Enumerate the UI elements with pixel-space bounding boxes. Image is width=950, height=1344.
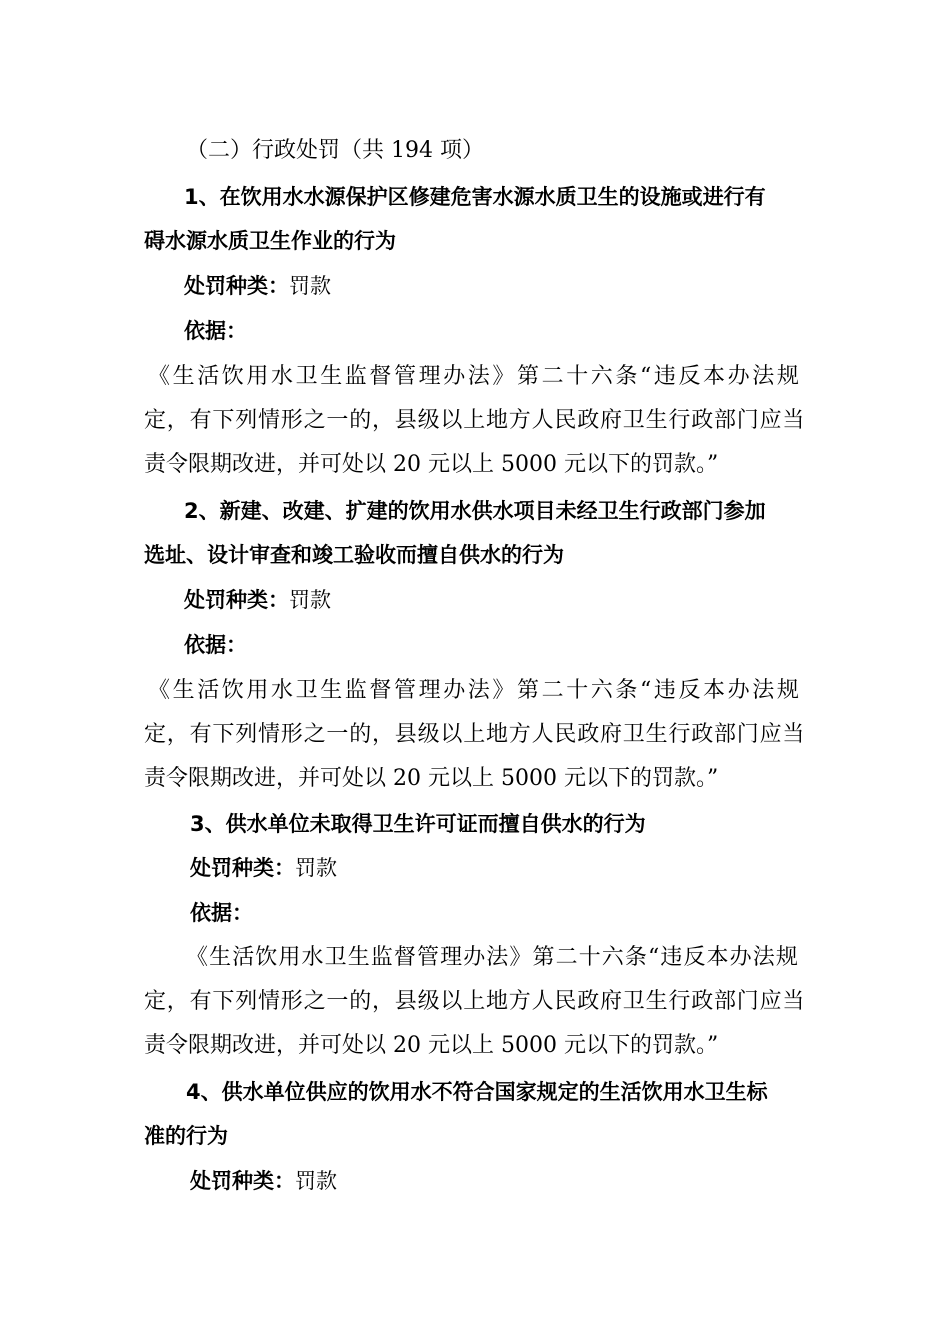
item-2-penalty (184, 585, 331, 616)
item-1-title-line-1: 1、在饮用水水源保护区修建危害水源水质卫生的设施或进行有 (184, 185, 766, 209)
item-3-basis-label: 依据： (190, 901, 253, 925)
item-3-title-line-1: 3、供水单位未取得卫生许可证而擅自供水的行为 (190, 812, 646, 836)
penalty-value: 罚款 (289, 588, 331, 612)
item-3-penalty (190, 853, 337, 884)
item-1-title-line-2: 碍水源水质卫生作业的行为 (144, 229, 396, 253)
penalty-label: 处罚种类： (190, 856, 295, 880)
penalty-value: 罚款 (295, 856, 337, 880)
item-2-basis-line-1: 《生活饮用水卫生监督管理办法》第二十六条“违反本办法规 (148, 678, 802, 703)
item-1-basis-label: 依据： (184, 319, 247, 343)
item-3-basis-line-1: 《生活饮用水卫生监督管理办法》第二十六条“违反本办法规 (186, 945, 799, 970)
item-1-penalty (184, 271, 331, 302)
penalty-label: 处罚种类： (184, 588, 289, 612)
item-1-basis-line-1: 《生活饮用水卫生监督管理办法》第二十六条“违反本办法规 (148, 364, 802, 389)
item-1-basis-line-2: 定，有下列情形之一的，县级以上地方人民政府卫生行政部门应当 (144, 408, 806, 433)
penalty-value: 罚款 (289, 274, 331, 298)
item-2-basis-line-2: 定，有下列情形之一的，县级以上地方人民政府卫生行政部门应当 (144, 722, 806, 747)
item-4-title-line-2: 准的行为 (144, 1124, 228, 1148)
item-3-basis-line-3: 责令限期改进，并可处以 20 元以上 5000 元以下的罚款。” (144, 1033, 719, 1058)
item-2-title-line-1: 2、新建、改建、扩建的饮用水供水项目未经卫生行政部门参加 (184, 499, 766, 523)
item-3-basis-line-2: 定，有下列情形之一的，县级以上地方人民政府卫生行政部门应当 (144, 989, 806, 1014)
item-2-basis-label: 依据： (184, 633, 247, 657)
item-1-basis-line-3: 责令限期改进，并可处以 20 元以上 5000 元以下的罚款。” (144, 452, 719, 477)
item-2-title-line-2: 选址、设计审查和竣工验收而擅自供水的行为 (144, 543, 564, 567)
penalty-value: 罚款 (295, 1169, 337, 1193)
item-4-title-line-1: 4、供水单位供应的饮用水不符合国家规定的生活饮用水卫生标 (186, 1080, 768, 1104)
section-heading: （二）行政处罚（共 194 项） (186, 138, 484, 163)
penalty-label: 处罚种类： (190, 1169, 295, 1193)
item-2-basis-line-3: 责令限期改进，并可处以 20 元以上 5000 元以下的罚款。” (144, 766, 719, 791)
item-4-penalty (190, 1166, 337, 1197)
penalty-label: 处罚种类： (184, 274, 289, 298)
